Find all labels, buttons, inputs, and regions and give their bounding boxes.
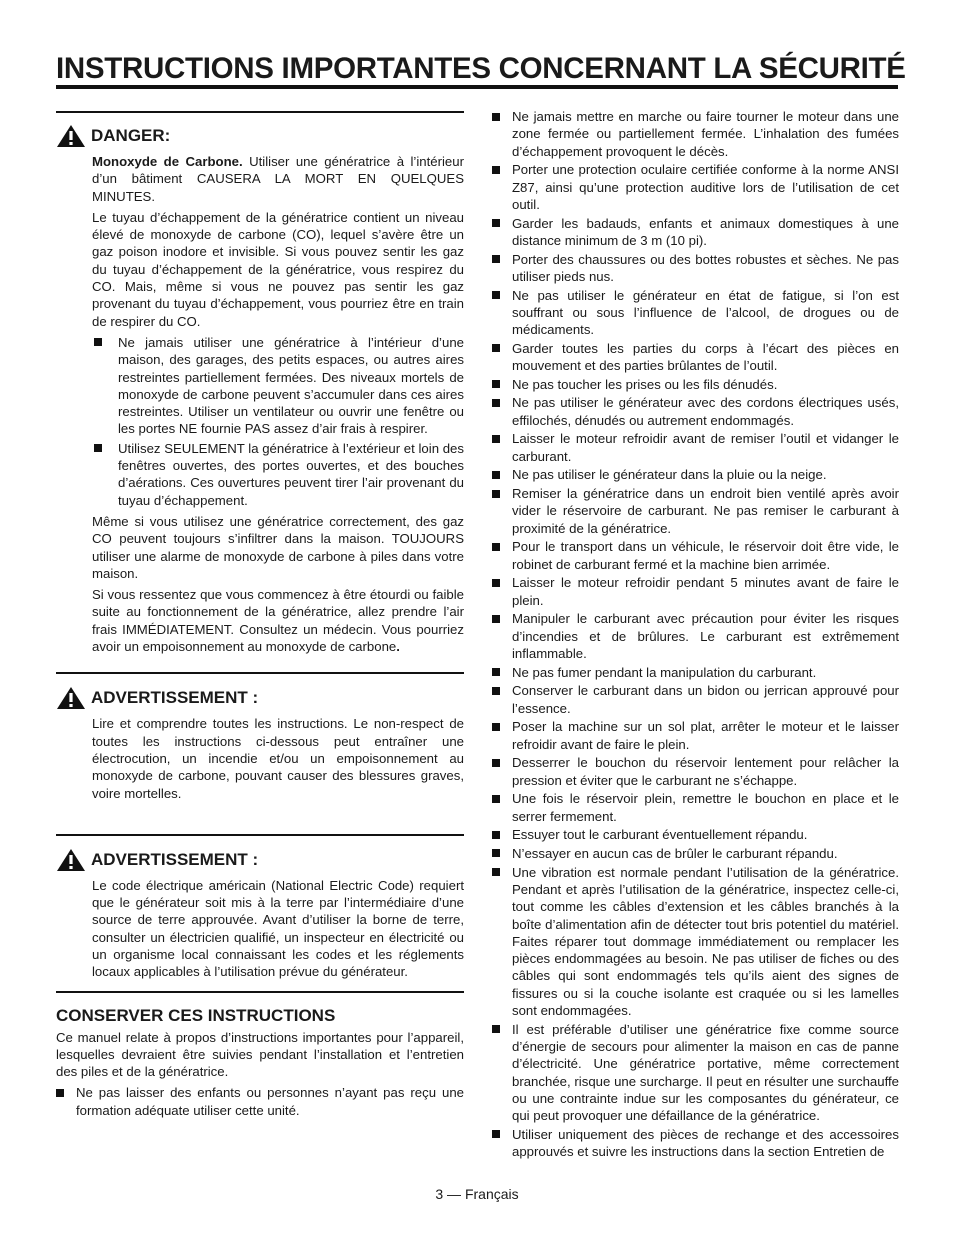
list-item-text: Ne jamais mettre en marche ou faire tourner le moteur dans une zone fermée ou partiellement fermée. L’inhalation des fumées d’échappement provoquent le décès. bbox=[512, 109, 899, 159]
list-item bbox=[492, 864, 899, 1020]
square-bullet-icon bbox=[94, 444, 102, 452]
square-bullet-icon bbox=[492, 795, 500, 803]
square-bullet-icon bbox=[492, 543, 500, 551]
list-item bbox=[492, 1021, 899, 1125]
title-rule bbox=[56, 85, 898, 89]
list-item bbox=[92, 334, 464, 438]
list-item-text: Ne pas toucher les prises ou les fils dénudés. bbox=[512, 376, 778, 392]
warning-box bbox=[56, 672, 464, 801]
warning-body bbox=[92, 715, 464, 801]
square-bullet-icon bbox=[492, 490, 500, 498]
right-column bbox=[492, 108, 899, 1165]
list-item bbox=[492, 574, 899, 609]
danger-paragraph bbox=[92, 586, 464, 655]
list-item-text: Laisser le moteur refroidir pendant 5 minutes avant de faire le plein. bbox=[512, 575, 899, 608]
list-item-text: Garder toutes les parties du corps à l’écart des pièces en mouvement et des parties brûlantes de l’outil. bbox=[512, 340, 899, 374]
danger-box bbox=[56, 111, 464, 655]
list-item-text: Essuyer tout le carburant éventuellement répandu. bbox=[512, 827, 808, 843]
danger-lead-text: Utiliser une génératrice à l’intérieur d’un bâtiment CAUSERA LA MORT EN QUELQUES MINUTES. bbox=[92, 154, 464, 204]
list-item bbox=[492, 826, 899, 843]
square-bullet-icon bbox=[492, 668, 500, 676]
square-bullet-icon bbox=[94, 338, 102, 346]
list-item-text: Pour le transport dans un véhicule, le réservoir doit être vide, le robinet de carburant fermé et la machine bien arrimée. bbox=[512, 539, 899, 572]
danger-paragraph: Le tuyau d’échappement de la génératrice contient un niveau élevé de monoxyde de carbone (CO), lequel s’avère être un gaz poison inodore et invisible. Si vous pouvez sentir les gaz du tuyau d’échappement de la génératrice, vous respirez du CO. Mais, même si vous ne pouvez pas sentir les gaz provenant du tuyau d’échappement, vous pourriez être en train de respirer du CO. bbox=[92, 209, 464, 329]
square-bullet-icon bbox=[492, 399, 500, 407]
list-item-text: Ne pas utiliser le générateur dans la pluie ou la neige. bbox=[512, 467, 827, 483]
list-item-text: Garder les badauds, enfants et animaux domestiques à une distance minimum de 3 m (10 pi). bbox=[512, 215, 899, 248]
list-item-text: Utilisez SEULEMENT la génératrice à l’extérieur et loin des fenêtres ouvertes, des portes ouvertes, et des bouches d’aérations. Ces ouvertures peuvent tirer l’air provenant du tuyau d’échappement. bbox=[118, 440, 464, 508]
list-item bbox=[492, 340, 899, 375]
warning-triangle-icon bbox=[56, 848, 86, 872]
square-bullet-icon bbox=[492, 868, 500, 876]
safety-bullet-list bbox=[492, 108, 899, 1161]
list-item-text: Ne pas fumer pendant la manipulation du carburant. bbox=[512, 664, 817, 680]
list-item-text: Ne jamais utiliser une génératrice à l’intérieur d’une maison, des garages, des petits espaces, ou autres aires restreintes partiellement fermées. Des niveaux mortels de monoxyde de carbone peuvent s’accumuler dans ces aires restreintes. Utiliser un ventilateur ou ouvrir une fenêtre ou les portes NE fournie PAS assez d’air frais à respirer. bbox=[118, 334, 464, 437]
square-bullet-icon bbox=[492, 344, 500, 352]
list-item-text: Laisser le moteur refroidir avant de remiser l’outil et vidanger le carburant. bbox=[512, 431, 899, 464]
danger-lead bbox=[92, 153, 464, 205]
list-item-text: Utiliser uniquement des pièces de rechange et des accessoires approuvés et suivre les instructions dans la section Entretien de bbox=[512, 1126, 899, 1160]
list-item bbox=[492, 466, 899, 483]
list-item bbox=[492, 538, 899, 573]
list-item bbox=[492, 161, 899, 213]
list-item bbox=[492, 108, 899, 160]
square-bullet-icon bbox=[492, 723, 500, 731]
square-bullet-icon bbox=[492, 255, 500, 263]
list-item bbox=[492, 682, 899, 717]
warning-text: Lire et comprendre toutes les instructions. Le non-respect de toutes les instructions ci-dessous peut entraîner une électrocution, un incendie et/ou un empoisonnement au monoxyde de carbone, pouvant causer des blessures graves, voire mortelles. bbox=[92, 716, 464, 801]
list-item-text: Ne pas laisser des enfants ou personnes n’ayant pas reçu une formation adéquate utiliser cette unité. bbox=[76, 1085, 464, 1118]
warning-body bbox=[92, 877, 464, 981]
list-item-text: Remiser la génératrice dans un endroit bien ventilé après avoir vider le réservoire de carburant. Ne pas remiser le carburant à proximité de la génératrice. bbox=[512, 486, 899, 536]
square-bullet-icon bbox=[492, 759, 500, 767]
warning-heading: ADVERTISSEMENT : bbox=[91, 849, 259, 869]
list-item-text: Porter une protection oculaire certifiée conforme à la norme ANSI Z87, ainsi qu’une protection auditive lors de l’utilisation de cet outil. bbox=[512, 162, 899, 212]
square-bullet-icon bbox=[492, 687, 500, 695]
list-item-text: Une fois le réservoir plein, remettre le bouchon en place et le serrer fermement. bbox=[512, 791, 899, 824]
danger-paragraph-text: Si vous ressentez que vous commencez à être étourdi ou faible suite au fonctionnement de la génératrice, allez prendre l’air frais IMMÉDIATEMENT. Consultez un médecin. Vous pourriez avoir un empoisonnement au monoxyde de carbone bbox=[92, 587, 464, 655]
list-item-text: Ne pas utiliser le générateur avec des cordons électriques usés, effilochés, dénudés ou autrement endommagés. bbox=[512, 395, 899, 428]
square-bullet-icon bbox=[492, 435, 500, 443]
square-bullet-icon bbox=[492, 615, 500, 623]
warning-triangle-icon bbox=[56, 124, 86, 148]
square-bullet-icon bbox=[492, 219, 500, 227]
list-item bbox=[492, 718, 899, 753]
warning-text: Le code électrique américain (National Electric Code) requiert que le générateur soit mis à la terre par l’intermédiaire d’une source de terre approuvée. Avant d’utiliser la borne de terre, consulter un électricien qualifié, un inspecteur en électricité ou un organisme local connaissant les codes et les réglements locaux applicables à l’utilisation prévue du générateur. bbox=[92, 877, 464, 980]
danger-paragraph: Même si vous utilisez une génératrice correctement, des gaz CO peuvent toujours s’infiltrer dans la maison. TOUJOURS utiliser une alarme de monoxyde de carbone à piles dans votre maison. bbox=[92, 513, 464, 581]
square-bullet-icon bbox=[492, 831, 500, 839]
square-bullet-icon bbox=[492, 579, 500, 587]
list-item bbox=[492, 376, 899, 393]
list-item bbox=[492, 215, 899, 250]
list-item bbox=[492, 1126, 899, 1161]
danger-body bbox=[92, 153, 464, 655]
list-item bbox=[492, 485, 899, 537]
warning-heading-row bbox=[56, 849, 464, 871]
list-item bbox=[492, 664, 899, 681]
square-bullet-icon bbox=[492, 380, 500, 388]
conserver-bullet-list bbox=[56, 1084, 464, 1119]
left-column bbox=[56, 111, 464, 1123]
list-item bbox=[92, 440, 464, 509]
list-item-text: Porter des chaussures ou des bottes robustes et sèches. Ne pas utiliser pieds nus. bbox=[512, 251, 899, 284]
list-item bbox=[492, 790, 899, 825]
list-item bbox=[492, 754, 899, 789]
list-item-text: Conserver le carburant dans un bidon ou jerrican approuvé pour l’essence. bbox=[512, 683, 899, 716]
warning-box bbox=[56, 834, 464, 981]
list-item bbox=[56, 1084, 464, 1119]
list-item-text: Une vibration est normale pendant l’utilisation de la génératrice. Pendant et après l’utilisation de la génératrice, inspectez celle-ci, tout comme les câbles d’extension et les câbles branchés à la boîte d’alimentation afin de détecter tout bris potentiel du matériel. Faites réparer tout dommage immédiatement ou remplacer les pièces endommagées au besoin. Ne pas utiliser de fiches ou des câbles qui sont endommagés tels qu’ils aient des signes de fissures ou si la couche isolante est craquée ou si les lamelles sont endommagées. bbox=[512, 864, 899, 1019]
page-footer: 3 — Français bbox=[435, 1186, 519, 1202]
conserver-section bbox=[56, 1005, 464, 1119]
list-item-text: N’essayer en aucun cas de brûler le carburant répandu. bbox=[512, 845, 838, 861]
square-bullet-icon bbox=[492, 291, 500, 299]
list-item-text: Desserrer le bouchon du réservoir lentement pour relâcher la pression et éviter que le carburant ne s’échappe. bbox=[512, 755, 899, 788]
list-item-text: Il est préférable d’utiliser une génératrice fixe comme source d’énergie de secours pour alimenter la maison en cas de panne d’électricité. Une génératrice portative, même correctement branchée, risque une surcharge. Il peut en résulter une surchauffe ou une contrainte indue sur les composantes du générateur, ce qui peut provoquer une défaillance de la génératrice. bbox=[512, 1021, 899, 1124]
danger-heading-row bbox=[56, 125, 464, 147]
square-bullet-icon bbox=[492, 1025, 500, 1033]
section-heading: CONSERVER CES INSTRUCTIONS bbox=[56, 1005, 336, 1025]
list-item bbox=[492, 845, 899, 862]
list-item bbox=[492, 430, 899, 465]
square-bullet-icon bbox=[492, 113, 500, 121]
square-bullet-icon bbox=[56, 1089, 64, 1097]
page-title: INSTRUCTIONS IMPORTANTES CONCERNANT LA SÉCURITÉ bbox=[56, 52, 906, 85]
square-bullet-icon bbox=[492, 166, 500, 174]
list-item-text: Manipuler le carburant avec précaution pour éviter les risques d’incendies et de brûlures. Le carburant est extrêmement inflammable. bbox=[512, 611, 899, 661]
list-item-text: Poser la machine sur un sol plat, arrêter le moteur et le laisser refroidir avant de faire le plein. bbox=[512, 719, 899, 752]
list-item bbox=[492, 251, 899, 286]
square-bullet-icon bbox=[492, 1130, 500, 1138]
list-item-text: Ne pas utiliser le générateur en état de fatigue, si l’on est souffrant ou sous l’influence de l’alcool, de drogues ou de médicaments. bbox=[512, 287, 899, 338]
square-bullet-icon bbox=[492, 849, 500, 857]
list-item bbox=[492, 394, 899, 429]
warning-heading: ADVERTISSEMENT : bbox=[91, 688, 259, 708]
danger-paragraph-end: . bbox=[396, 639, 400, 655]
list-item bbox=[492, 610, 899, 662]
warning-heading-row bbox=[56, 687, 464, 709]
danger-bullet-list bbox=[92, 334, 464, 509]
list-item bbox=[492, 287, 899, 339]
square-bullet-icon bbox=[492, 471, 500, 479]
danger-heading: DANGER: bbox=[91, 126, 171, 145]
danger-lead-bold: Monoxyde de Carbone. bbox=[92, 154, 243, 169]
warning-triangle-icon bbox=[56, 686, 86, 710]
section-text: Ce manuel relate à propos d’instructions importantes pour l’appareil, lesquelles devraient être suivies pendant l’installation et l’entretien des piles et de la génératrice. bbox=[56, 1029, 464, 1080]
